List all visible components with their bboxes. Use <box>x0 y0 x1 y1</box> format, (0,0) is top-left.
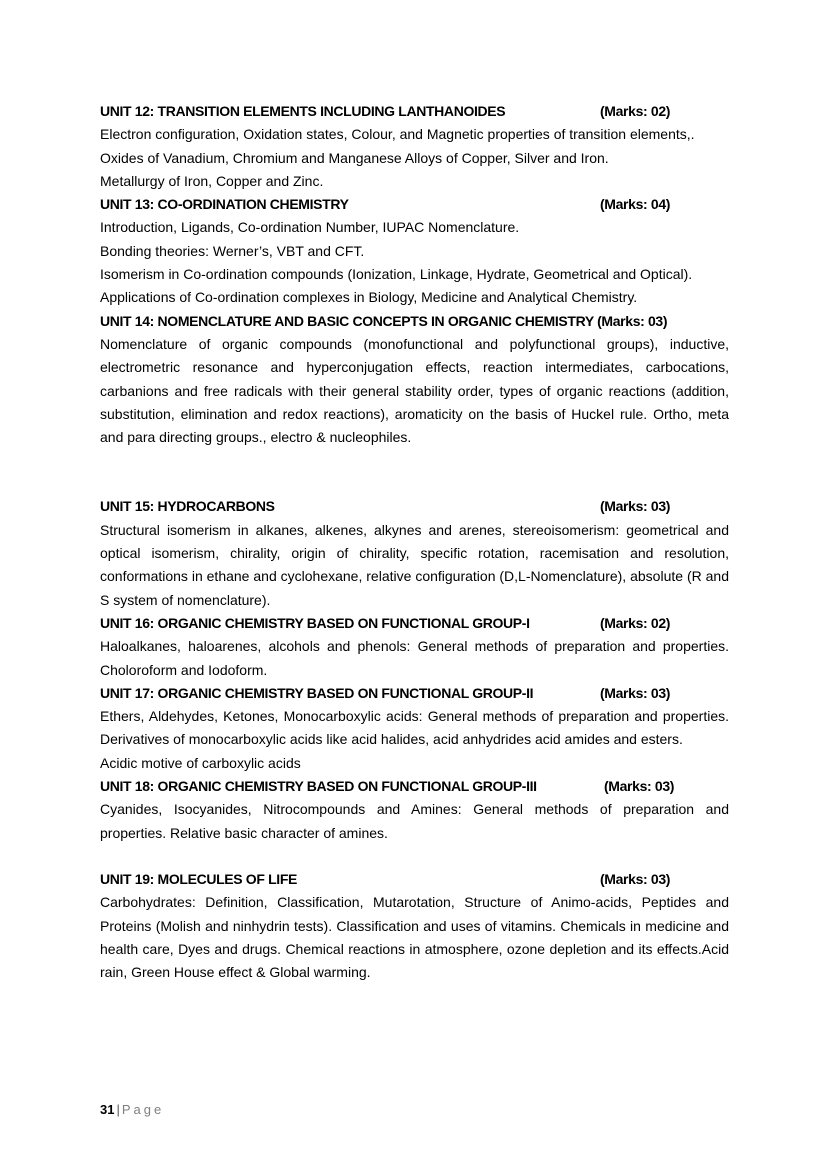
unit-15-title: UNIT 15: HYDROCARBONS <box>100 498 275 515</box>
unit-12-paragraph: Electron configuration, Oxidation states, Colour, and Magnetic properties of transition elements,. <box>100 126 695 143</box>
unit-13-paragraph: Isomerism in Co-ordination compounds (Ionization, Linkage, Hydrate, Geometrical and Optical). <box>100 266 693 283</box>
unit-13-heading <box>100 193 729 216</box>
unit-18-heading <box>100 775 729 798</box>
unit-13-marks: (Marks: 04) <box>600 196 671 213</box>
unit-18-title: UNIT 18: ORGANIC CHEMISTRY BASED ON FUNCTIONAL GROUP-III <box>100 778 537 795</box>
unit-12-paragraph: Oxides of Vanadium, Chromium and Manganese Alloys of Copper, Silver and Iron. <box>100 149 609 166</box>
section-spacer <box>100 449 729 495</box>
document-body <box>100 100 729 984</box>
unit-15-paragraph: Structural isomerism in alkanes, alkenes, alkynes and arenes, stereoisomerism: geometrical and optical isomerism, chirality, origin of chirality, specific rotation, racemisation and resolution, conformations in ethane and cyclohexane, relative configuration (D,L-Nomenclature), absolute (R and S system of nomenclature). <box>100 521 729 608</box>
unit-13-paragraph: Applications of Co-ordination complexes in Biology, Medicine and Analytical Chemistry. <box>100 289 638 306</box>
page-label: Page <box>121 1102 165 1117</box>
unit-15-heading <box>100 495 729 518</box>
unit-14-title: UNIT 14: NOMENCLATURE AND BASIC CONCEPTS IN ORGANIC CHEMISTRY (Marks: 03) <box>100 312 668 329</box>
unit-16-marks: (Marks: 02) <box>600 614 671 631</box>
unit-19-title: UNIT 19: MOLECULES OF LIFE <box>100 870 298 887</box>
unit-17-paragraph: Acidic motive of carboxylic acids <box>100 754 301 771</box>
unit-16-paragraph: Haloalkanes, haloarenes, alcohols and phenols: General methods of preparation and properties. Choloroform and Iodoform. <box>100 638 729 678</box>
unit-13-paragraph: Introduction, Ligands, Co-ordination Number, IUPAC Nomenclature. <box>100 219 520 236</box>
unit-19-paragraph: Carbohydrates: Definition, Classification, Mutarotation, Structure of Animo-acids, Peptides and Proteins (Molish and ninhydrin tests). Classification and uses of vitamins. Chemicals in medicine and health care, Dyes and drugs. Chemical reactions in atmosphere, ozone depletion and its effects.Acid rain, Green House effect & Global warming. <box>100 894 729 981</box>
unit-12-title: UNIT 12: TRANSITION ELEMENTS INCLUDING LANTHANOIDES <box>100 103 506 119</box>
section-spacer <box>100 845 729 868</box>
unit-18-paragraph: Cyanides, Isocyanides, Nitrocompounds and Amines: General methods of preparation and properties. Relative basic character of amines. <box>100 801 729 841</box>
unit-12-heading <box>100 100 729 123</box>
unit-17-heading <box>100 682 729 705</box>
unit-12-marks: (Marks: 02) <box>600 103 671 119</box>
unit-13-title: UNIT 13: CO-ORDINATION CHEMISTRY <box>100 196 349 213</box>
unit-13-paragraph: Bonding theories: Werner’s, VBT and CFT. <box>100 242 365 259</box>
unit-19-marks: (Marks: 03) <box>600 870 671 887</box>
unit-16-heading <box>100 612 729 635</box>
page-number: 31 <box>100 1102 115 1117</box>
unit-19-heading <box>100 868 729 891</box>
unit-15-marks: (Marks: 03) <box>600 498 671 515</box>
unit-17-marks: (Marks: 03) <box>600 684 671 701</box>
unit-14-heading <box>100 310 729 333</box>
unit-17-paragraph: Ethers, Aldehydes, Ketones, Monocarboxylic acids: General methods of preparation and properties. Derivatives of monocarboxylic acids like acid halides, acid anhydrides acid amides and esters. <box>100 708 729 748</box>
unit-12-paragraph: Metallurgy of Iron, Copper and Zinc. <box>100 172 324 189</box>
unit-18-marks: (Marks: 03) <box>604 778 675 795</box>
unit-16-title: UNIT 16: ORGANIC CHEMISTRY BASED ON FUNCTIONAL GROUP-I <box>100 614 530 631</box>
unit-17-title: UNIT 17: ORGANIC CHEMISTRY BASED ON FUNCTIONAL GROUP-II <box>100 684 534 701</box>
footer-separator: | <box>116 1102 120 1117</box>
unit-14-paragraph: Nomenclature of organic compounds (monofunctional and polyfunctional groups), inductive, electrometric resonance and hyperconjugation effects, reaction intermediates, carbocations, carbanions and free radicals with their general stability order, types of organic reactions (addition, substitution, elimination and redox reactions), aromaticity on the basis of Huckel rule. Ortho, meta and para directing groups., electro & nucleophiles. <box>100 335 729 446</box>
page-footer <box>100 1102 164 1117</box>
